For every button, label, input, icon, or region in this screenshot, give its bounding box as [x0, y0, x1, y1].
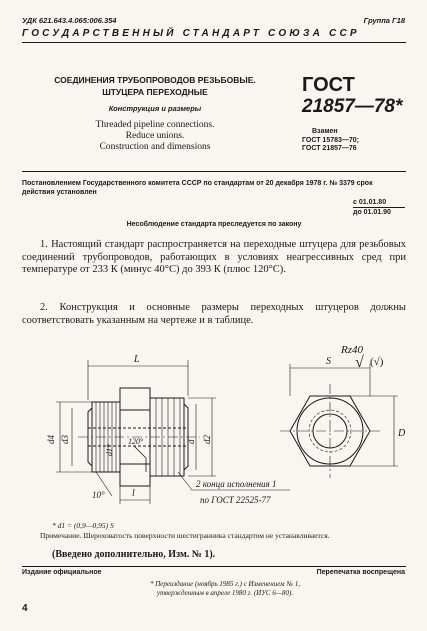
replaces-label: Взамен	[312, 128, 338, 135]
reissue-note-line-2: утвержденным в апреле 1980 г. (ИУС 6—80).	[156, 589, 294, 597]
label-d: d	[186, 439, 196, 444]
english-title-line-3: Construction and dimensions	[99, 142, 211, 152]
english-title-line-2: Reduce unions.	[125, 131, 185, 141]
group-code: Группа Г18	[363, 16, 405, 25]
law-notice: Несоблюдение стандарта преследуется по закону	[126, 221, 302, 228]
label-d2: d2	[202, 435, 212, 444]
validity-from: с 01.01.80	[353, 199, 387, 206]
union-end-view	[280, 384, 380, 478]
udk-code: УДК 621.643.4.065:006.354	[22, 16, 117, 25]
document-subtitle: Конструкция и размеры	[108, 104, 202, 113]
paragraph-2: 2. Конструкция и основные размеры переходных штуцеров должны соответствовать указанным на чертеже и в таблице.	[22, 302, 406, 326]
validity-rule	[353, 207, 405, 208]
label-L: L	[134, 354, 140, 365]
state-standard-header: ГОСУДАРСТВЕННЫЙ СТАНДАРТ СОЮЗА ССР	[22, 28, 360, 39]
label-angle-10: 10°	[92, 490, 105, 500]
gost-label: ГОСТ	[302, 74, 355, 96]
primechanie-note: Примечание. Шероховатость поверхности шестигранника стандартом не устанавливается.	[40, 531, 330, 540]
dimension-L	[88, 360, 188, 400]
footer-rule	[22, 566, 406, 567]
label-l: l	[132, 488, 135, 499]
paragraph-1: 1. Настоящий стандарт распространяется на переходные штуцера для резьбовых соединений трубопроводов, работающих в условиях неагрессивных сред при температуре от 233 К (минус 40°С) до 393 К (плюс 120°С).	[22, 239, 406, 275]
reissue-note	[40, 580, 410, 598]
document-title: СОЕДИНЕНИЯ ТРУБОПРОВОДОВ РЕЗЬБОВЫЕ. ШТУЦЕРА ПЕРЕХОДНЫЕ	[54, 75, 256, 97]
technical-drawing	[0, 340, 427, 520]
page-number: 4	[22, 603, 28, 614]
label-D: D	[398, 428, 406, 439]
english-title	[40, 120, 270, 153]
official-edition: Издание официальное	[22, 569, 102, 576]
replaces-item-2: ГОСТ 21857—76	[302, 145, 357, 152]
callout-line-1: 2 конца исполнения 1	[196, 479, 277, 489]
header-rule	[22, 42, 406, 43]
validity-dates	[353, 198, 405, 217]
reissue-note-line-1: * Переиздание (ноябрь 1985 г.) с Изменением № 1,	[149, 580, 300, 588]
roughness-paren-symbol: (√)	[370, 356, 384, 368]
gost-number: 21857—78*	[302, 96, 403, 117]
label-d4: d4	[46, 435, 56, 444]
amendment-note: (Введено дополнительно, Изм. № 1).	[52, 549, 216, 560]
replaces-block	[302, 128, 359, 154]
reprint-prohibited: Перепечатка воспрещена	[316, 569, 405, 576]
roughness-label: Rz40	[341, 344, 363, 356]
validity-to: до 01.01.90	[353, 209, 391, 216]
label-angle-120: 120°	[128, 437, 144, 446]
callout-line-2: по ГОСТ 22525-77	[200, 495, 271, 505]
label-d1: d1*	[105, 444, 114, 456]
replaces-item-1: ГОСТ 15783—70;	[302, 136, 360, 144]
title-rule	[22, 171, 406, 172]
english-title-line-1: Threaded pipeline connections.	[95, 120, 215, 130]
label-d3: d3	[60, 435, 70, 444]
d1-footnote: * d1 = (0,9—0,95) S	[52, 521, 114, 530]
decree-text: Постановлением Государственного комитета СССР по стандартам от 20 декабря 1978 г. № 3379 срок действия установлен	[22, 180, 373, 196]
roughness-symbol: √	[355, 354, 364, 371]
label-S: S	[326, 356, 331, 367]
